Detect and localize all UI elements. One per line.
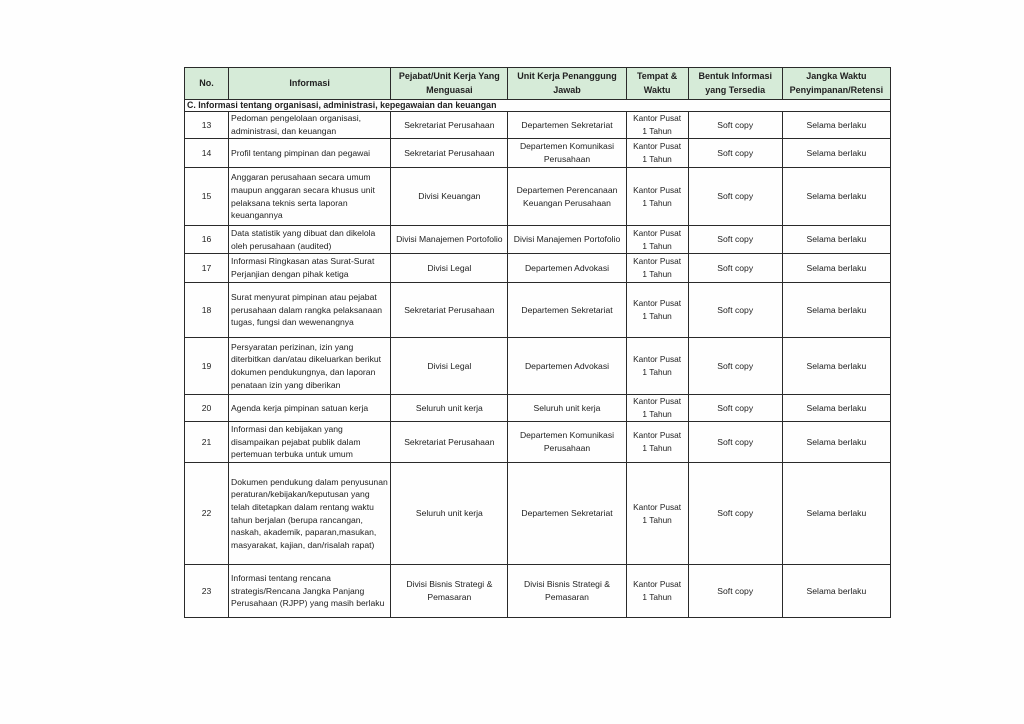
section-title: C. Informasi tentang organisasi, administrasi, kepegawaian dan keuangan: [185, 100, 891, 112]
cell-pejabat: Sekretariat Perusahaan: [391, 422, 508, 463]
cell-pejabat: Divisi Bisnis Strategi & Pemasaran: [391, 565, 508, 618]
waktu-text: 1 Tahun: [642, 443, 672, 453]
cell-no: 17: [185, 254, 229, 283]
cell-pejabat: Sekretariat Perusahaan: [391, 283, 508, 338]
cell-jangka: Selama berlaku: [782, 283, 890, 338]
header-jangka: Jangka Waktu Penyimpanan/Retensi: [782, 68, 890, 100]
waktu-text: 1 Tahun: [642, 592, 672, 602]
header-row: [185, 68, 891, 100]
tempat-text: Kantor Pusat: [633, 113, 682, 124]
cell-tempat: [626, 395, 688, 422]
table-row: [185, 283, 891, 338]
cell-unit: Divisi Manajemen Portofolio: [508, 226, 626, 254]
cell-tempat: [626, 139, 688, 168]
cell-bentuk: Soft copy: [688, 226, 782, 254]
header-tempat: Tempat & Waktu: [626, 68, 688, 100]
header-no: No.: [185, 68, 229, 100]
cell-jangka: Selama berlaku: [782, 139, 890, 168]
table-row: [185, 139, 891, 168]
waktu-text: 1 Tahun: [642, 367, 672, 377]
cell-tempat: [626, 338, 688, 395]
cell-pejabat: Seluruh unit kerja: [391, 395, 508, 422]
waktu-text: 1 Tahun: [642, 197, 672, 208]
cell-jangka: Selama berlaku: [782, 226, 890, 254]
cell-jangka: Selama berlaku: [782, 565, 890, 618]
section-row: [185, 100, 891, 112]
cell-bentuk: Soft copy: [688, 283, 782, 338]
tempat-text: Kantor Pusat: [633, 579, 682, 590]
cell-tempat: [626, 463, 688, 565]
cell-tempat: [626, 112, 688, 139]
table-row: [185, 338, 891, 395]
cell-unit: Divisi Bisnis Strategi & Pemasaran: [508, 565, 626, 618]
cell-tempat: [626, 168, 688, 226]
cell-tempat: [626, 226, 688, 254]
cell-pejabat: Divisi Manajemen Portofolio: [391, 226, 508, 254]
cell-tempat: [626, 422, 688, 463]
cell-tempat: [626, 283, 688, 338]
waktu-text: 1 Tahun: [642, 154, 672, 164]
cell-informasi: Persyaratan perizinan, izin yang diterbitkan dan/atau dikeluarkan berikut dokumen pendukungnya, dan laporan penataan izin yang diberikan: [229, 338, 391, 395]
waktu-text: 1 Tahun: [642, 240, 672, 251]
tempat-text: Kantor Pusat: [633, 141, 682, 152]
header-pejabat: Pejabat/Unit Kerja Yang Menguasai: [391, 68, 508, 100]
cell-unit: Departemen Perencanaan Keuangan Perusahaan: [508, 168, 626, 226]
cell-no: 22: [185, 463, 229, 565]
table-row: [185, 565, 891, 618]
waktu-text: 1 Tahun: [642, 311, 672, 321]
cell-jangka: Selama berlaku: [782, 254, 890, 283]
cell-informasi: Pedoman pengelolaan organisasi, administrasi, dan keuangan: [229, 112, 391, 139]
cell-unit: Seluruh unit kerja: [508, 395, 626, 422]
cell-pejabat: Divisi Legal: [391, 338, 508, 395]
cell-informasi: Profil tentang pimpinan dan pegawai: [229, 139, 391, 168]
cell-jangka: Selama berlaku: [782, 338, 890, 395]
header-informasi: Informasi: [229, 68, 391, 100]
cell-bentuk: Soft copy: [688, 338, 782, 395]
table-row: [185, 168, 891, 226]
cell-tempat: [626, 254, 688, 283]
waktu-text: 1 Tahun: [642, 269, 672, 279]
cell-informasi: Informasi tentang rencana strategis/Rencana Jangka Panjang Perusahaan (RJPP) yang masih berlaku: [229, 565, 391, 618]
cell-unit: Departemen Sekretariat: [508, 463, 626, 565]
cell-informasi: Data statistik yang dibuat dan dikelola oleh perusahaan (audited): [229, 226, 391, 254]
cell-unit: Departemen Advokasi: [508, 338, 626, 395]
cell-informasi: Dokumen pendukung dalam penyusunan peraturan/kebijakan/keputusan yang telah ditetapkan dalam rentang waktu tahun berjalan (berupa rancangan, naskah, akademik, paparan,masukan, masyarakat, kajian, dan/risalah rapat): [229, 463, 391, 565]
cell-pejabat: Divisi Keuangan: [391, 168, 508, 226]
cell-unit: Departemen Sekretariat: [508, 112, 626, 139]
waktu-text: 1 Tahun: [642, 409, 672, 419]
cell-informasi: Anggaran perusahaan secara umum maupun anggaran secara khusus unit pelaksana teknis serta laporan keuangannya: [229, 168, 391, 226]
tempat-text: Kantor Pusat: [633, 501, 682, 512]
tempat-text: Kantor Pusat: [633, 256, 682, 267]
cell-no: 20: [185, 395, 229, 422]
tempat-text: Kantor Pusat: [633, 184, 682, 195]
waktu-text: 1 Tahun: [642, 514, 672, 525]
cell-unit: Departemen Komunikasi Perusahaan: [508, 139, 626, 168]
cell-pejabat: Divisi Legal: [391, 254, 508, 283]
cell-bentuk: Soft copy: [688, 112, 782, 139]
cell-pejabat: Seluruh unit kerja: [391, 463, 508, 565]
cell-no: 19: [185, 338, 229, 395]
cell-bentuk: Soft copy: [688, 254, 782, 283]
cell-bentuk: Soft copy: [688, 168, 782, 226]
cell-bentuk: Soft copy: [688, 422, 782, 463]
table-row: [185, 422, 891, 463]
cell-informasi: Agenda kerja pimpinan satuan kerja: [229, 395, 391, 422]
tempat-text: Kantor Pusat: [633, 396, 682, 407]
cell-jangka: Selama berlaku: [782, 168, 890, 226]
information-table: [184, 67, 891, 618]
cell-jangka: Selama berlaku: [782, 463, 890, 565]
cell-no: 16: [185, 226, 229, 254]
cell-pejabat: Sekretariat Perusahaan: [391, 139, 508, 168]
table-row: [185, 226, 891, 254]
header-bentuk: Bentuk Informasi yang Tersedia: [688, 68, 782, 100]
table-row: [185, 463, 891, 565]
cell-informasi: Surat menyurat pimpinan atau pejabat perusahaan dalam rangka pelaksanaan tugas, fungsi dan wewenangnya: [229, 283, 391, 338]
cell-no: 23: [185, 565, 229, 618]
tempat-text: Kantor Pusat: [633, 298, 682, 309]
cell-informasi: Informasi Ringkasan atas Surat-Surat Perjanjian dengan pihak ketiga: [229, 254, 391, 283]
cell-jangka: Selama berlaku: [782, 395, 890, 422]
cell-pejabat: Sekretariat Perusahaan: [391, 112, 508, 139]
cell-tempat: [626, 565, 688, 618]
table-row: [185, 395, 891, 422]
cell-bentuk: Soft copy: [688, 565, 782, 618]
table-row: [185, 254, 891, 283]
cell-unit: Departemen Sekretariat: [508, 283, 626, 338]
cell-informasi: Informasi dan kebijakan yang disampaikan pejabat publik dalam pertemuan terbuka untuk umum: [229, 422, 391, 463]
tempat-text: Kantor Pusat: [633, 354, 682, 365]
cell-bentuk: Soft copy: [688, 395, 782, 422]
tempat-text: Kantor Pusat: [633, 227, 682, 238]
cell-jangka: Selama berlaku: [782, 422, 890, 463]
header-unit: Unit Kerja Penanggung Jawab: [508, 68, 626, 100]
cell-no: 13: [185, 112, 229, 139]
tempat-text: Kantor Pusat: [633, 430, 682, 441]
cell-no: 18: [185, 283, 229, 338]
cell-unit: Departemen Advokasi: [508, 254, 626, 283]
cell-no: 14: [185, 139, 229, 168]
waktu-text: 1 Tahun: [642, 126, 672, 136]
table-row: [185, 112, 891, 139]
cell-bentuk: Soft copy: [688, 463, 782, 565]
cell-unit: Departemen Komunikasi Perusahaan: [508, 422, 626, 463]
cell-bentuk: Soft copy: [688, 139, 782, 168]
cell-jangka: Selama berlaku: [782, 112, 890, 139]
cell-no: 21: [185, 422, 229, 463]
cell-no: 15: [185, 168, 229, 226]
